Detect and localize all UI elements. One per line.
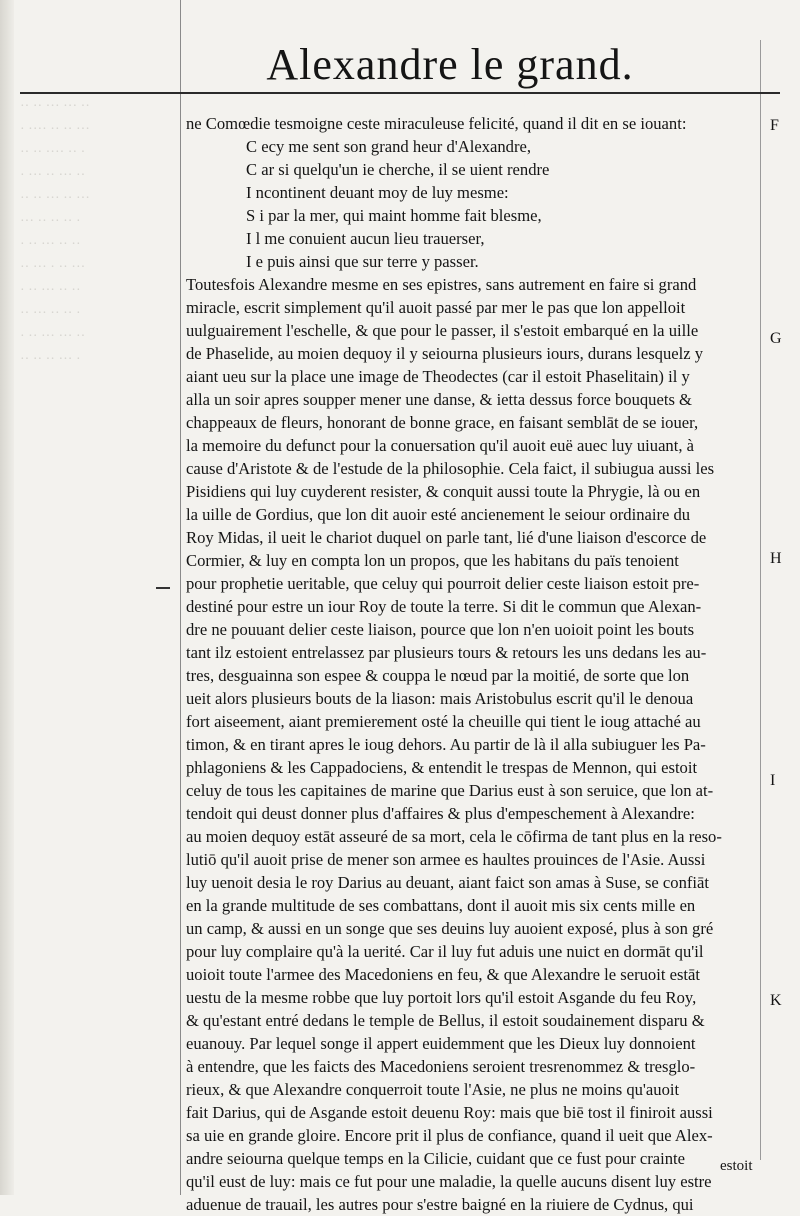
verse-line: I e puis ainsi que sur terre y passer. [246, 252, 479, 271]
page-edge [0, 0, 14, 1195]
text-line: pour prophetie ueritable, que celuy qui pourroit delier ceste liaison estoit pre- [186, 574, 700, 593]
text-line: cause d'Aristote & de l'estude de la philosophie. Cela faict, il subiugua aussi les [186, 459, 715, 478]
gutter-line [180, 0, 181, 1195]
text-line: timon, & en tirant apres le ioug dehors. Au partir de là il alla subiuguer les Pa- [186, 735, 706, 754]
text-line: pour luy complaire qu'à la uerité. Car il luy fut aduis une nuict en dormāt qu'il [186, 942, 704, 961]
text-line: ueit alors plusieurs bouts de la liason: mais Aristobulus escrit qu'il le denoua [186, 689, 694, 708]
text-line: tendoit qui deust donner plus d'affaires & plus d'empeschement à Alexandre: [186, 804, 695, 823]
text-line: à entendre, que les faicts des Macedoniens seroient tresrenommez & tresglo- [186, 1057, 696, 1076]
verse-line: C ecy me sent son grand heur d'Alexandre, [246, 137, 531, 156]
margin-letter-g: G [770, 330, 782, 347]
text-line: Roy Midas, il ueit le chariot duquel on parle tant, lié d'une liaison d'escorce de [186, 528, 707, 547]
verse-line: I l me conuient aucun lieu trauerser, [246, 229, 485, 248]
verse-line: I ncontinent deuant moy de luy mesme: [246, 183, 509, 202]
text-line: luy uenoit desia le roy Darius au deuant, aiant faict son amas à Suse, se confiāt [186, 873, 710, 892]
facing-page-bleed: ·· ·· ··· ··· ·· · ···· ·· ·· ··· ·· ·· ···· ·· · · ··· ·· ··· ·· ·· ·· ··· ·· ··· ··· ·· ·· ·· · · ·· ··· ·· ·· ·· ··· · ·· ··· · ·· ··· ·· ·· ·· ··· ·· ·· · · ·· ··· ··· ·· ·· ·· ·· ··· · [20, 99, 90, 367]
verse-line: C ar si quelqu'un ie cherche, il se uient rendre [246, 160, 550, 179]
text-line: un camp, & aussi en un songe que ses deuins luy auoient exposé, plus à son gré [186, 919, 714, 938]
text-line: Pisidiens qui luy cuyderent resister, & conquit aussi toute la Phrygie, là ou en [186, 482, 701, 501]
right-margin-rule [760, 40, 761, 1160]
text-line: aiant ueu sur la place une image de Theodectes (car il estoit Phaselitain) il y [186, 367, 690, 386]
text-line: aduenue de trauail, les autres pour s'estre baigné en la riuiere de Cydnus, qui [186, 1195, 694, 1214]
text-line: phlagoniens & les Cappadociens, & entendit le trespas de Mennon, qui estoit [186, 758, 698, 777]
text-line: chappeaux de fleurs, honorant de bonne grace, en faisant semblāt de se iouer, [186, 413, 699, 432]
body-text [186, 112, 758, 1216]
text-line: Cormier, & luy en compta lon un propos, que les habitans du païs tenoient [186, 551, 679, 570]
text-line: de Phaselide, au moien dequoy il y seiourna plusieurs iours, durans lesquelz y [186, 344, 704, 363]
text-line: miracle, escrit simplement qu'il auoit passé par mer le pas que lon appelloit [186, 298, 686, 317]
text-line: & qu'estant entré dedans le temple de Bellus, il estoit soudainement disparu & [186, 1011, 705, 1030]
text-line: sa uie en grande gloire. Encore prit il plus de confiance, quand il ueit que Alex- [186, 1126, 713, 1145]
margin-letter-f: F [770, 117, 779, 134]
text-line: lutiō qu'il auoit prise de mener son armee es haultes prouinces de l'Asie. Aussi [186, 850, 706, 869]
text-line: qu'il eust de luy: mais ce fut pour une maladie, la quelle aucuns disent luy estre [186, 1172, 712, 1191]
text-line: celuy de tous les capitaines de marine que Darius eust à son seruice, que lon at- [186, 781, 714, 800]
text-line: uoioit toute l'armee des Macedoniens en feu, & que Alexandre le seruoit estāt [186, 965, 701, 984]
text-line: fait Darius, qui de Asgande estoit deuenu Roy: mais que biē tost il finiroit aussi [186, 1103, 713, 1122]
margin-dash-mark [156, 587, 170, 589]
text-line: en la grande multitude de ses combattans, dont il auoit mis six cents mille en [186, 896, 696, 915]
text-line: tres, desguainna son espee & couppa le nœud par la moitié, de sorte que lon [186, 666, 690, 685]
margin-letter-h: H [770, 550, 782, 567]
text-line: uestu de la mesme robbe que luy portoit lors qu'il estoit Asgande du feu Roy, [186, 988, 697, 1007]
text-line: uulguairement l'eschelle, & que pour le passer, il s'estoit embarqué en la uille [186, 321, 699, 340]
catchword: estoit [720, 1158, 753, 1174]
text-line: fort aiseement, aiant premierement osté la cheuille qui tient le ioug attaché au [186, 712, 701, 731]
verse-line: S i par la mer, qui maint homme fait blesme, [246, 206, 542, 225]
text-line: Toutesfois Alexandre mesme en ses epistres, sans autrement en faire si grand [186, 275, 697, 294]
text-line: au moien dequoy estāt asseuré de sa mort, cela le cōfirma de tant plus en la reso- [186, 827, 722, 846]
text-line: la uille de Gordius, que lon dit auoir esté ancienement le seiour ordinaire du [186, 505, 691, 524]
header-rule [20, 92, 780, 94]
margin-letter-k: K [770, 992, 782, 1009]
text-line: destiné pour estre un iour Roy de toute la terre. Si dit le commun que Alexan- [186, 597, 702, 616]
margin-letter-i: I [770, 772, 776, 789]
text-line: tant ilz estoient entrelassez par plusieurs tours & retours les uns dedans les au- [186, 643, 707, 662]
text-line: rieux, & que Alexandre conquerroit toute l'Asie, ne plus ne moins qu'auoit [186, 1080, 680, 1099]
text-line: alla un soir apres soupper mener une danse, & ietta dessus force bouquets & [186, 390, 692, 409]
text-line: andre seiourna quelque temps en la Cilicie, cuidant que ce fust pour crainte [186, 1149, 686, 1168]
text-line: ne Comœdie tesmoigne ceste miraculeuse felicité, quand il dit en se iouant: [186, 114, 687, 133]
text-line: euanouy. Par lequel songe il appert euidemment que les Dieux luy donnoient [186, 1034, 696, 1053]
running-head: Alexandre le grand. [266, 40, 634, 89]
text-line: la memoire du defunct pour la conuersation qu'il auoit euë auec luy uiuant, à [186, 436, 695, 455]
text-line: dre ne pouuant delier ceste liaison, pource que lon n'en uoioit point les bouts [186, 620, 695, 639]
